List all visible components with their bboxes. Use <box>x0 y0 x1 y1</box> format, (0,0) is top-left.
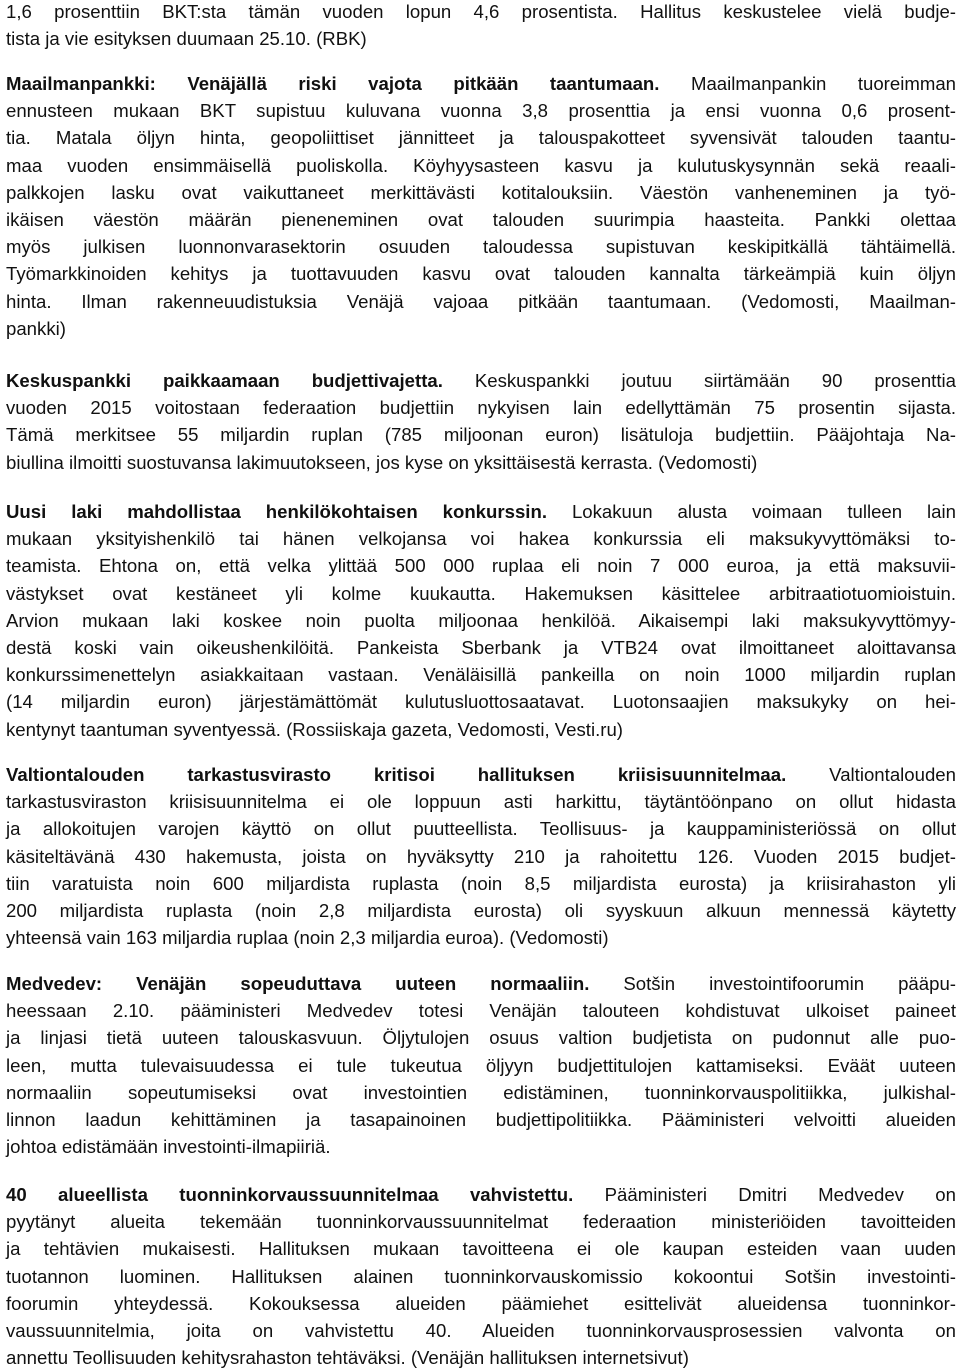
text-line: käsiteltävänä 430 hakemusta, joista on hyväksytty 210 ja rahoitettu 126. Vuoden 2015 budjet- <box>6 845 956 867</box>
text-line: tarkastusviraston kriisisuunnitelma ei ole loppuun asti harkittu, täytäntöönpano on ollut hidasta <box>6 791 956 813</box>
paragraph-world-bank <box>6 70 956 342</box>
paragraph-medvedev-new-normal <box>6 970 956 1160</box>
text-run: Keskuspankki joutuu siirtämään 90 prosenttia <box>442 370 956 391</box>
article-headline: 40 alueellista tuonninkorvaussuunnitelmaa vahvistettu. <box>6 1184 574 1205</box>
text-line <box>6 761 956 788</box>
text-run: Sotšin investointifoorumin pääpu- <box>589 973 956 994</box>
text-line: 200 miljardista ruplasta (noin 2,8 miljardista eurosta) oli syyskuun alkuun mennessä käytetty <box>6 900 956 922</box>
text-run: Pääministeri Dmitri Medvedev on <box>573 1184 956 1205</box>
text-line: vuoden 2015 voitostaan federaation budjettiin nykyisen lain edellyttämän 75 prosentin sijasta. <box>6 397 956 419</box>
text-line: palkkojen lasku ovat vaikuttaneet merkittävästi kotitalouksiin. Väestön vanheneminen ja työ- <box>6 181 956 203</box>
text-line <box>6 498 956 525</box>
text-line <box>6 70 956 97</box>
text-line: annettu Teollisuuden kehitysrahaston tehtäväksi. (Venäjän hallituksen internetsivut) <box>6 1347 689 1368</box>
text-line: leen, mutta tulevaisuudessa ei tule tukeutua öljyyn budjettitulojen kattamiseksi. Eväät uuteen <box>6 1054 956 1076</box>
text-line: konkurssimenettelyn asiakkaitaan vastaan. Venäläisillä pankeilla on noin 1000 miljardin ruplan <box>6 664 956 686</box>
paragraph-central-bank <box>6 367 956 476</box>
text-line: ennusteen mukaan BKT supistuu kuluvana vuonna 3,8 prosenttia ja ensi vuonna 0,6 prosent- <box>6 100 956 122</box>
text-line: tista ja vie esityksen duumaan 25.10. (RBK) <box>6 28 367 50</box>
text-line: mukaan yksityishenkilö tai hänen velkojansa voi hakea konkurssia eli maksukyvyttömäksi to- <box>6 528 956 550</box>
text-line: destä koski vain oikeushenkilöitä. Pankeista Sberbank ja VTB24 ovat ilmoittaneet aloittavansa <box>6 637 956 659</box>
text-line: maa vuoden ensimmäisellä puoliskolla. Köyhyysasteen kasvu ja kulutuskysynnän sekä reaali- <box>6 154 956 176</box>
text-run: Valtiontalouden <box>786 764 956 785</box>
paragraph-import-substitution <box>6 1181 956 1368</box>
text-run: Lokakuun alusta voimaan tulleen lain <box>547 501 956 522</box>
text-line: Työmarkkinoiden kehitys ja tuottavuuden kasvu ovat talouden kannalta tärkeämpiä kuin öljyn <box>6 263 956 285</box>
text-line <box>6 1181 956 1208</box>
paragraph-budget-deficit <box>6 0 956 52</box>
text-line: västykset ovat kestäneet yli kolme kuukautta. Hakemuksen käsittelee arbitraatiotuomioistuin. <box>6 582 956 604</box>
text-line: vaussuunnitelmia, joita on vahvistettu 40. Alueiden tuonninkorvausprosessien valvonta on <box>6 1320 956 1342</box>
text-line: pankki) <box>6 317 66 339</box>
text-line: 1,6 prosenttiin BKT:sta tämän vuoden lopun 4,6 prosentista. Hallitus keskustelee vielä budje- <box>6 1 956 22</box>
text-line: (14 miljardin euron) järjestämättömät kulutusluottosaatavat. Luotonsaajien maksukyky on hei- <box>6 691 956 713</box>
text-line: myös julkisen luonnonvarasektorin osuuden taloudessa supistuvan keskipitkällä tähtäimellä. <box>6 236 956 258</box>
text-line: biullina ilmoitti suostuvansa lakimuutokseen, jos kyse on yksittäisestä kerrasta. (Vedomosti) <box>6 451 758 473</box>
article-headline: Medvedev: Venäjän sopeuduttava uuteen normaaliin. <box>6 973 590 994</box>
text-line <box>6 970 956 997</box>
text-line: hinta. Ilman rakenneuudistuksia Venäjä vajoaa pitkään taantumaan. (Vedomosti, Maailman- <box>6 290 956 312</box>
text-line: foorumin yhteydessä. Kokouksessa alueiden päämiehet esittelivät alueidensa tuonninkor- <box>6 1292 956 1314</box>
text-line: ja allokoitujen varojen käyttö on ollut puutteellista. Teollisuus- ja kauppaministeriössä on ollut <box>6 818 956 840</box>
text-line: normaaliin sopeutumiseksi ovat investointien edistäminen, tuonninkorvauspolitiikka, julkishal- <box>6 1081 956 1103</box>
text-line: johtoa edistämään investointi-ilmapiiriä. <box>6 1136 331 1158</box>
text-line: tia. Matala öljyn hinta, geopoliittiset jännitteet ja talouspakotteet syvensivät talouden taantu- <box>6 127 956 149</box>
text-line: pyytänyt alueita tekemään tuonninkorvaussuunnitelmat federaation ministeriöiden tavoitteiden <box>6 1211 956 1233</box>
text-line: yhteensä vain 163 miljardia ruplaa (noin 2,3 miljardia euroa). (Vedomosti) <box>6 927 609 949</box>
article-headline: Keskuspankki paikkaamaan budjettivajetta. <box>6 370 443 391</box>
text-line: linnon laadun kehittäminen ja tasapainoinen budjettipolitiikka. Pääministeri velvoitti alueiden <box>6 1109 956 1131</box>
article-headline: Uusi laki mahdollistaa henkilökohtaisen konkurssin. <box>6 501 547 522</box>
text-line: teamista. Ehtona on, että velka ylittää 500 000 ruplaa eli noin 7 000 euroa, ja että maksuvii- <box>6 555 956 577</box>
text-line: tiin varatuista noin 600 miljardista ruplasta (noin 8,5 miljardista eurosta) ja kriisirahaston yli <box>6 872 956 894</box>
text-line: tuotannon luominen. Hallituksen alainen tuonninkorvauskomissio kokoontui Sotšin investointi- <box>6 1265 956 1287</box>
text-line: ikäisen väestön määrän pieneneminen ovat talouden suurimpia haasteita. Pankki olettaa <box>6 209 956 231</box>
text-line: ja tehtävien mukaisesti. Hallituksen mukaan tavoitteena ei ole kaupan esteiden vaan uuden <box>6 1238 956 1260</box>
text-run: Maailmanpankin tuoreimman <box>659 73 957 94</box>
article-headline: Valtiontalouden tarkastusvirasto kritisoi hallituksen kriisisuunnitelmaa. <box>6 764 787 785</box>
paragraph-bankruptcy-law <box>6 498 956 743</box>
text-line: heessaan 2.10. pääministeri Medvedev totesi Venäjän talouteen kohdistuvat ulkoiset paineet <box>6 1000 956 1022</box>
text-line: ja linjasi tietä uuteen talouskasvuun. Öljytulojen osuus valtion budjetista on pudonnut alle puo- <box>6 1027 956 1049</box>
text-line <box>6 367 956 394</box>
text-line: Arvion mukaan laki koskee noin puolta miljoonaa henkilöä. Aikaisempi laki maksukyvyttömyy- <box>6 609 956 631</box>
text-line: Tämä merkitsee 55 miljardin ruplan (785 miljoonan euron) lisätuloja budjettiin. Pääjohtaja Na- <box>6 424 956 446</box>
text-line: kentynyt taantuman syventyessä. (Rossiiskaja gazeta, Vedomosti, Vesti.ru) <box>6 718 623 740</box>
article-headline: Maailmanpankki: Venäjällä riski vajota pitkään taantumaan. <box>6 73 660 94</box>
paragraph-audit-office <box>6 761 956 951</box>
